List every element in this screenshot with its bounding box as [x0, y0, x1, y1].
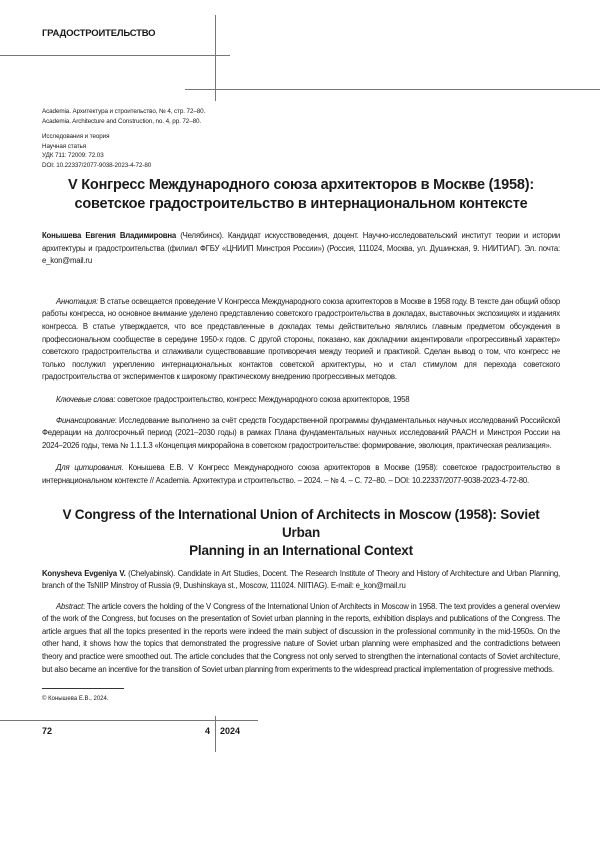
author-name-ru: Конышева Евгения Владимировна — [42, 231, 176, 240]
abstract-label: Abstract — [56, 602, 83, 611]
journal-ru: Academia. Архитектура и строительство, № 4, стр. 72–80. — [42, 107, 560, 117]
header-rule-right — [185, 89, 600, 90]
article-title-en — [42, 506, 560, 560]
page-footer — [0, 716, 600, 756]
abstract-text: : The article covers the holding of the V Congress of the International Union of Architects in Moscow in 1958. The text provides a general overview of the work of the Congress, but focuses on the presentation of Soviet urban planning in the reports, exhibition displays and publications of the Congress. The article argues that all the topics presented in the reports were indeed the main subject of discussion in the professional community in the mid-1950s. On the other hand, it shows how the topics that demonstrated the progressive nature of Soviet urban planning were emphasized and the contradictions between theory and practice were smoothed out. The article concludes that the Congress not only served to strengthen the international contacts of Soviet architecture, but also became an incentive for the transition of Soviet urban planning from experiments to the widespread practical implementation of progressive methods. — [42, 602, 560, 674]
title-en-line1: V Congress of the International Union of Architects in Moscow (1958): Soviet Urban — [42, 506, 560, 542]
header-rule-left — [0, 55, 230, 56]
author-info-ru — [42, 230, 560, 268]
article-category: Исследования и теория — [42, 132, 560, 142]
author-details-ru: (Челябинск). Кандидат искусствоведения, доцент. Научно-исследовательский институт теории и истории архитектуры и градостроительства (филиал ФГБУ «ЦНИИП Минстроя России») (Россия, 111024, Москва, ул. Душинская, 9. НИИТИАГ). Эл. почта: e_kon@mail.ru — [42, 231, 560, 265]
journal-info — [42, 107, 560, 126]
footer-rule-vertical — [215, 716, 216, 752]
annotation-ru — [42, 296, 560, 384]
page-number: 72 — [42, 726, 52, 736]
copyright-footnote: © Конышева Е.В., 2024. — [42, 695, 560, 704]
keywords-text: : советское градостроительство, конгресс Международного союза архитекторов, 1958 — [113, 395, 409, 404]
section-title: ГРАДОСТРОИТЕЛЬСТВО — [42, 28, 155, 39]
annotation-label: Аннотация: — [56, 297, 98, 306]
annotation-text: В статье освещается проведение V Конгресса Международного союза архитекторов в Москве в 1958 году. В тексте дан общий обзор работы конгресса, но основное внимание уделено представлению советского градостроительства в докладах, выставочных экспозициях и изданиях конгресса. В статье утверждается, что все представленные в докладах темы действительно являлись главным предметом обсуждения в профессиональном сообществе в середине 1950-х годов. С другой стороны, показано, как докладчики акцентировали «прогрессивный характер» советского градостроительства и сглаживали существовавшие противоречия между теорией и практикой. Сделан вывод о том, что конгресс не только послужил укреплению интернациональных контактов советской архитектуры, но и стал стимулом для перехода советского градостроительства от экспериментов к широкому практическому внедрению прогрессивных методов. — [42, 297, 560, 382]
doi: DOI: 10.22337/2077-9038-2023-4-72-80 — [42, 161, 560, 171]
author-info-en — [42, 568, 560, 593]
page-content — [42, 107, 560, 756]
author-details-en: (Chelyabinsk). Candidate in Art Studies, Docent. The Research Institute of Theory and History of Architecture and Urban Planning, branch of the TsNIIP Minstroy of Russia (9, Dushinskaya st., Moscow, 111024. NIITIAG). E-mail: e_kon@mail.ru — [42, 569, 560, 591]
article-type: Научная статья — [42, 142, 560, 152]
citation-label: Для цитирования. — [56, 463, 123, 472]
issue-year: 2024 — [220, 726, 240, 736]
title-ru-line1: V Конгресс Международного союза архитекторов в Москве (1958): — [42, 176, 560, 195]
footer-rule — [0, 720, 258, 721]
title-en-line2: Planning in an International Context — [42, 542, 560, 560]
journal-en: Academia. Architecture and Construction, no. 4, pp. 72–80. — [42, 117, 560, 127]
issue-number: 4 — [205, 726, 210, 736]
footnote-rule — [42, 688, 124, 689]
funding-label: Финансирование — [56, 416, 115, 425]
citation-ru — [42, 462, 560, 487]
article-title-ru — [42, 176, 560, 214]
citation-text: Конышева Е.В. V Конгресс Международного союза архитекторов в Москве (1958): советское градостроительство в интернациональном контексте // Academia. Архитектура и строительство. – 2024. – № 4. – С. 72–80. – DOI: 10.22337/2077-9038-2023-4-72-80. — [42, 463, 560, 485]
udc: УДК 711: 72009: 72.03 — [42, 151, 560, 161]
title-ru-line2: советское градостроительство в интернациональном контексте — [42, 195, 560, 214]
keywords-ru — [42, 394, 560, 407]
funding-ru — [42, 415, 560, 453]
funding-text: : Исследование выполнено за счёт средств Государственной программы фундаментальных научных исследований Российской Федерации на долгосрочный период (2021–2030 годы) в рамках Плана фундаментальных научных исследований РААСН и Минстроя России на 2024–2026 годы, тема № 1.1.1.3 «Концепция микрорайона в советском градостроительстве: формирование, эволюция, практическая реализация». — [42, 416, 560, 450]
abstract-en — [42, 601, 560, 677]
author-name-en: Konysheva Evgeniya V. — [42, 569, 126, 578]
article-meta — [42, 132, 560, 170]
keywords-label: Ключевые слова — [56, 395, 113, 404]
